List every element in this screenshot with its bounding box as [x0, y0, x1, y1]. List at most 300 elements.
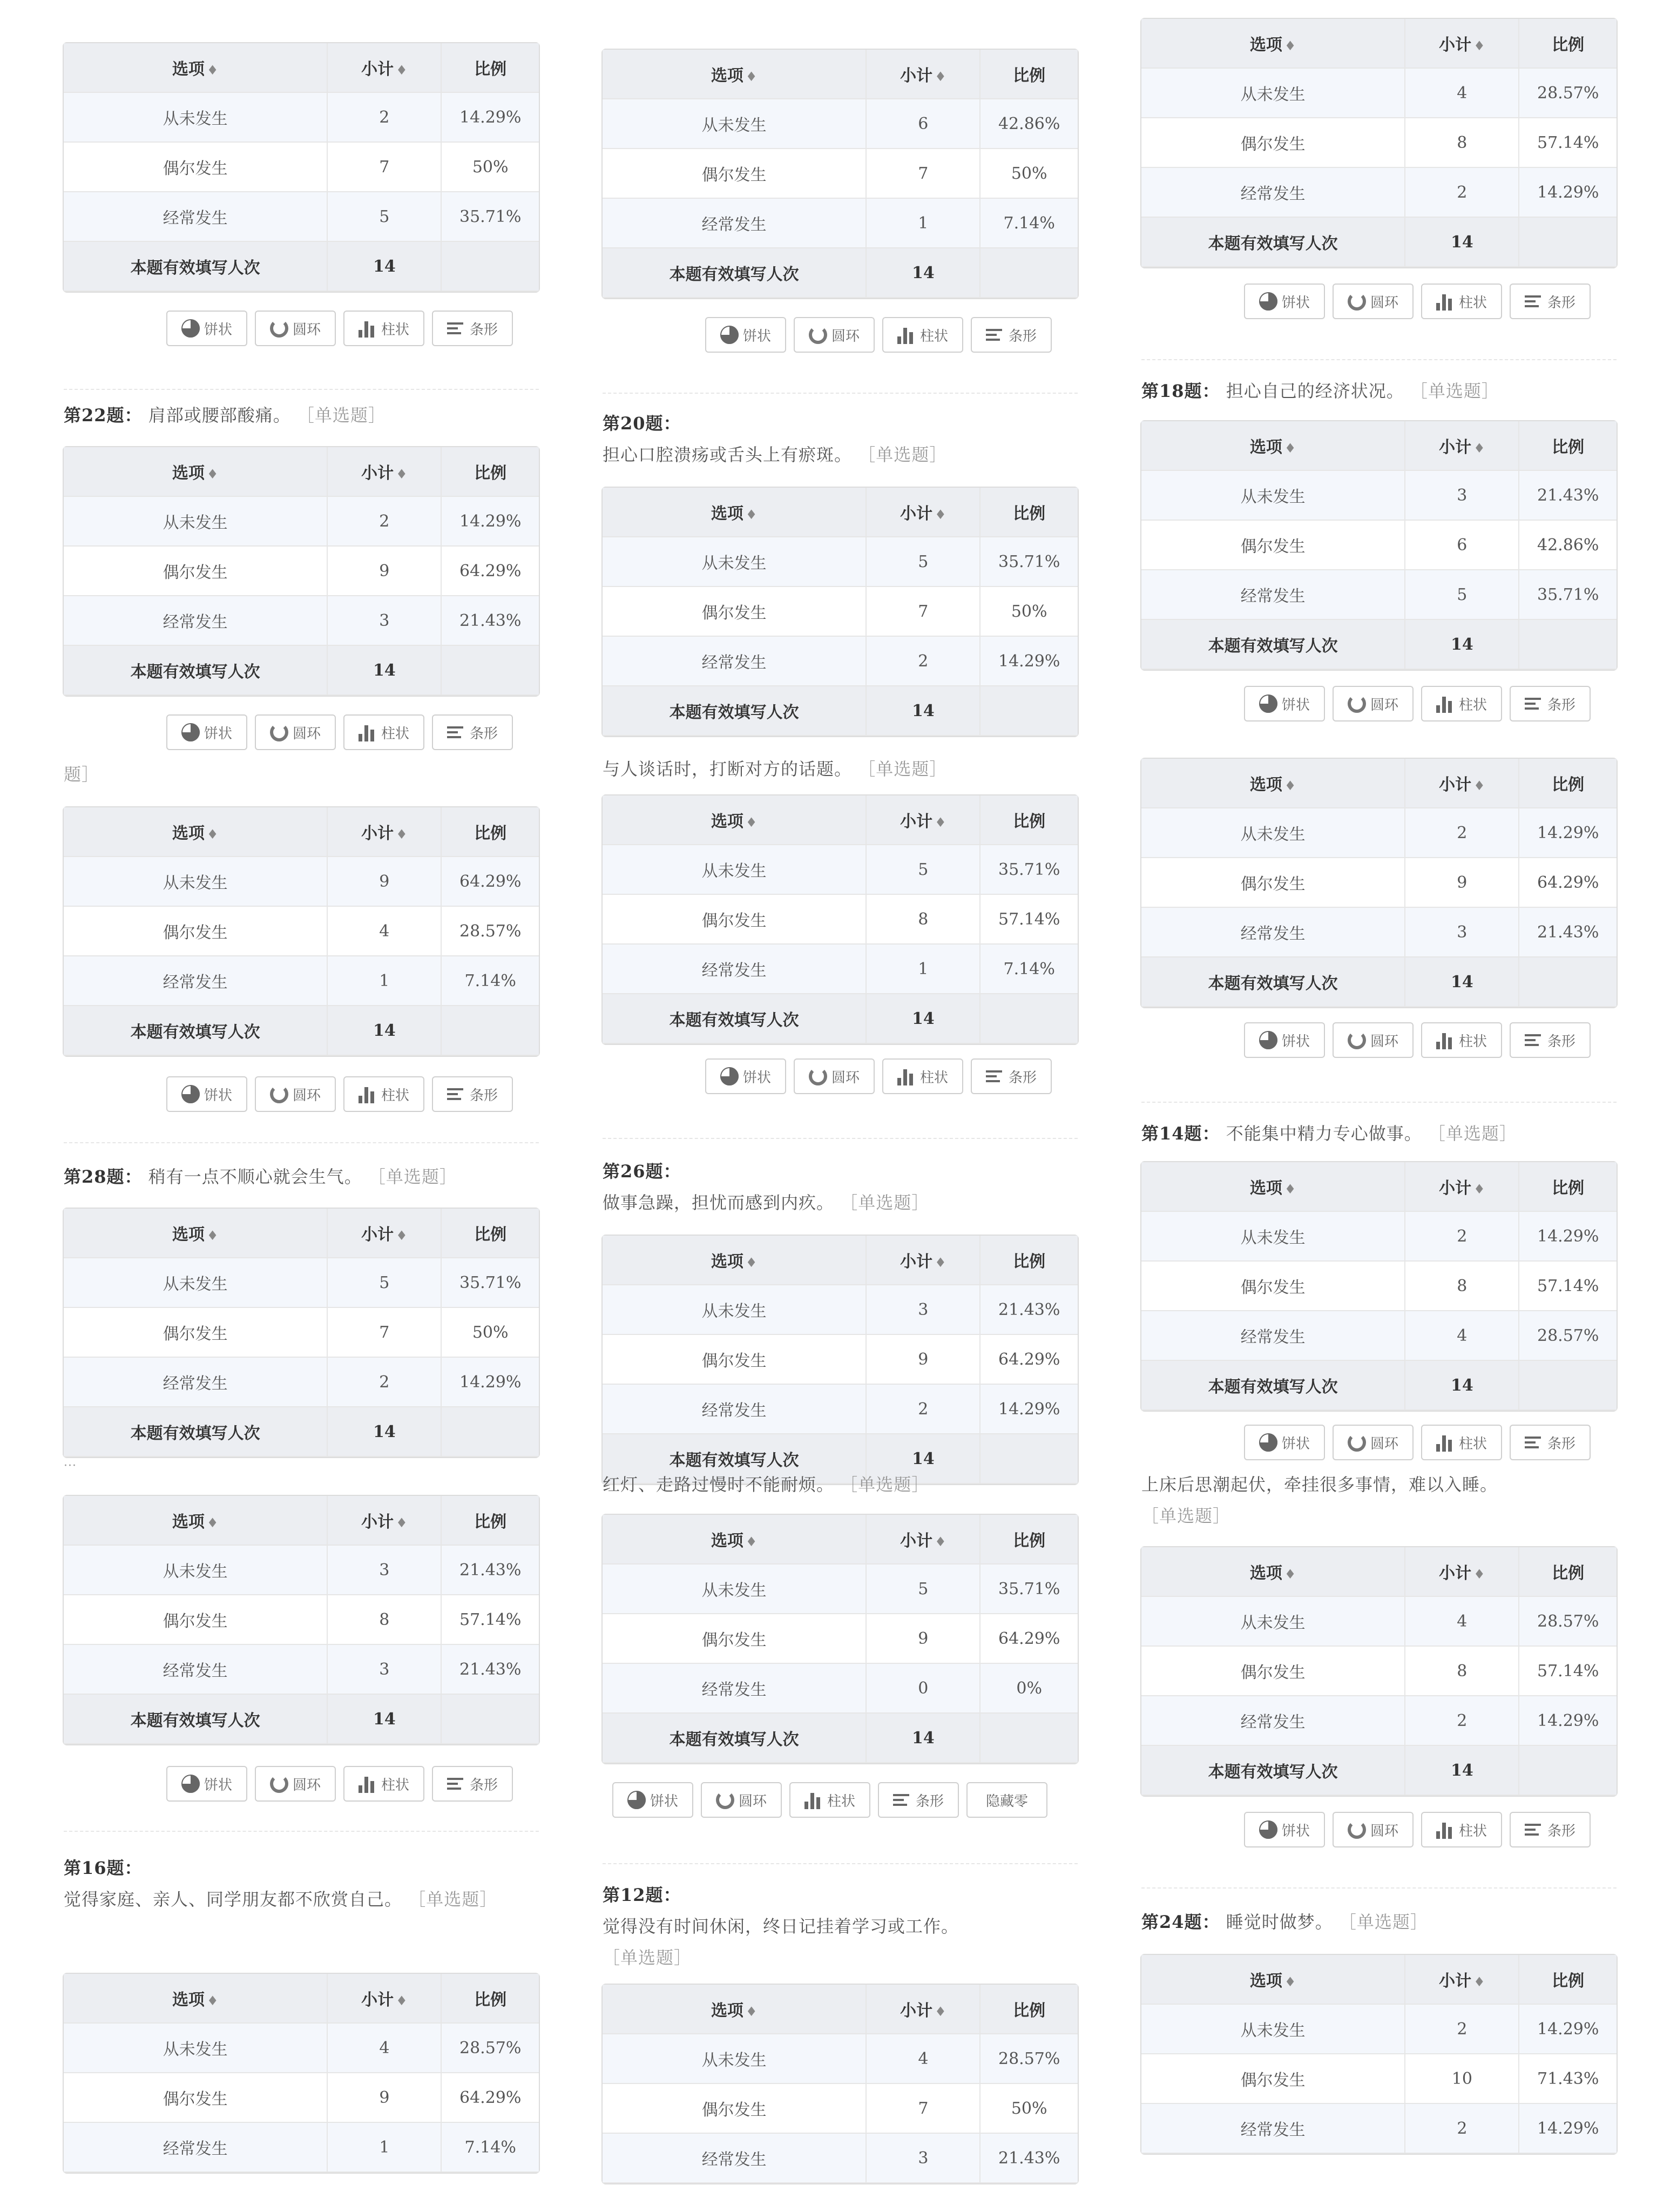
pie-icon [720, 326, 739, 344]
table-row: 偶尔发生 9 64.29% [64, 546, 539, 596]
result-table: 选项 ♦ 小计 ♦ 比例 从未发生 2 14.29% 偶尔发生 9 64.29% 经常发生 3 21.43% 本题有效填写人次 14 [1141, 759, 1617, 1007]
subtotal-header[interactable]: 小计 ♦ [1405, 1162, 1519, 1211]
subtotal-header[interactable]: 小计 ♦ [866, 1236, 980, 1285]
hide-zero-button[interactable]: 隐藏零 [966, 1782, 1047, 1818]
sort-icon: ♦ [1284, 1566, 1296, 1582]
bar-chart-button[interactable]: 柱状 [1421, 686, 1502, 721]
subtotal-header[interactable]: 小计 ♦ [866, 1515, 980, 1564]
column-3 [1141, 0, 1617, 2212]
subtotal-header[interactable]: 小计 ♦ [327, 1974, 441, 2023]
ring-icon [270, 319, 288, 338]
table-row: 偶尔发生 6 42.86% [1141, 520, 1617, 570]
table-row: 从未发生 2 14.29% [1141, 2004, 1617, 2054]
table-row: 经常发生 1 7.14% [603, 944, 1078, 994]
pie-icon [1259, 1433, 1277, 1452]
ring-chart-button[interactable]: 圆环 [255, 714, 336, 750]
subtotal-header[interactable]: 小计 ♦ [327, 447, 441, 496]
sort-icon: ♦ [206, 1228, 219, 1243]
subtotal-header[interactable]: 小计 ♦ [1405, 19, 1519, 68]
pie-icon [1259, 1031, 1277, 1049]
bar-icon [359, 1775, 377, 1793]
chart-buttons [1244, 1812, 1591, 1847]
result-table: 选项 ♦ 小计 ♦ 比例 从未发生 5 35.71% 偶尔发生 9 64.29% 经常发生 0 0% 本题有效填写人次 14 [603, 1515, 1078, 1763]
total-row: 本题有效填写人次 14 [64, 1006, 539, 1055]
hbar-chart-button[interactable]: 条形 [432, 1766, 513, 1802]
hbar-icon [893, 1791, 911, 1809]
table-row: 从未发生 2 14.29% [1141, 808, 1617, 858]
table-row: 偶尔发生 9 64.29% [1141, 858, 1617, 907]
option-header[interactable]: 选项 ♦ [1141, 1162, 1405, 1211]
question-block [64, 400, 539, 742]
result-table: 选项 ♦ 小计 ♦ 比例 从未发生 3 21.43% 偶尔发生 6 42.86% 经常发生 5 35.71% 本题有效填写人次 14 [1141, 421, 1617, 670]
pie-icon [181, 319, 200, 338]
question-block [64, 43, 539, 389]
table-row: 偶尔发生 10 71.43% [1141, 2054, 1617, 2103]
hbar-icon [1525, 292, 1543, 311]
question-block [1141, 1118, 1617, 1453]
result-table: 选项 ♦ 小计 ♦ 比例 从未发生 4 28.57% 偶尔发生 8 57.14% 经常发生 2 14.29% 本题有效填写人次 14 [1141, 19, 1617, 267]
question-kind: ［单选题］ [603, 1947, 692, 1968]
ring-chart-button[interactable]: 圆环 [1333, 686, 1414, 721]
sort-icon: ♦ [1473, 1181, 1485, 1197]
table-row: 从未发生 3 21.43% [603, 1285, 1078, 1334]
hbar-icon [1525, 1820, 1543, 1839]
bar-icon [1436, 1433, 1455, 1452]
table-row: 从未发生 6 42.86% [603, 99, 1078, 149]
bar-icon [359, 1085, 377, 1103]
table-row: 从未发生 9 64.29% [64, 857, 539, 906]
subtotal-header[interactable]: 小计 ♦ [1405, 421, 1519, 470]
pie-icon [627, 1791, 646, 1809]
sort-icon: ♦ [745, 69, 758, 84]
pie-icon [181, 1085, 200, 1103]
table-row: 经常发生 2 14.29% [1141, 1696, 1617, 1745]
pie-chart-button[interactable]: 饼状 [1244, 284, 1325, 319]
column-1 [64, 0, 539, 2212]
result-table: 选项 ♦ 小计 ♦ 比例 从未发生 6 42.86% 偶尔发生 7 50% 经常发生 1 7.14% 本题有效填写人次 14 [603, 50, 1078, 298]
result-table [64, 43, 539, 292]
table-row: 偶尔发生 9 64.29% [603, 1334, 1078, 1384]
option-header[interactable]: 选项 ♦ [1141, 759, 1405, 808]
result-table: 选项 ♦ 小计 ♦ 比例 从未发生 2 14.29% 偶尔发生 8 57.14% 经常发生 4 28.57% 本题有效填写人次 14 [1141, 1162, 1617, 1411]
question-title: 第28题： 稍有一点不顺心就会生气。 ［单选题］ [64, 1166, 457, 1187]
question-block [603, 1156, 1078, 1470]
pie-chart-button[interactable]: 饼状 [166, 1766, 247, 1802]
subtotal-header[interactable]: 小计 ♦ [866, 50, 980, 99]
bar-icon [804, 1791, 823, 1809]
question-title: ··· [64, 1459, 77, 1473]
sort-icon: ♦ [396, 62, 408, 78]
question-block [1141, 36, 1617, 362]
bar-chart-button[interactable]: 柱状 [343, 1076, 424, 1112]
sort-icon: ♦ [1473, 1566, 1485, 1582]
option-header[interactable]: 选项 ♦ [603, 795, 866, 845]
table-row: 经常发生 2 14.29% [1141, 2103, 1617, 2153]
table-row: 偶尔发生 8 57.14% [1141, 1646, 1617, 1696]
total-row: 本题有效填写人次 14 [603, 248, 1078, 298]
question-text: 觉得家庭、亲人、同学朋友都不欣赏自己。 ［单选题］ [64, 1889, 498, 1910]
bar-chart-button[interactable]: 柱状 [343, 1766, 424, 1802]
chart-buttons [1244, 1425, 1591, 1460]
bar-chart-button[interactable]: 柱状 [1421, 1812, 1502, 1847]
table-row: 从未发生 5 35.71% [603, 845, 1078, 894]
bar-icon [359, 319, 377, 338]
table-row: 经常发生 2 14.29% [603, 1384, 1078, 1434]
chart-buttons [705, 317, 1052, 353]
total-row: 本题有效填写人次 14 [603, 686, 1078, 736]
sort-icon: ♦ [935, 1534, 946, 1549]
table-row: 从未发生 4 28.57% [1141, 68, 1617, 118]
ring-chart-button[interactable]: 圆环 [255, 1766, 336, 1802]
hbar-icon [1525, 1031, 1543, 1049]
hbar-icon [447, 723, 465, 741]
hbar-chart-button[interactable]: 条形 [1510, 1425, 1591, 1460]
bar-chart-button[interactable]: 柱状 [1421, 1425, 1502, 1460]
table-row: 偶尔发生 7 50% [603, 586, 1078, 636]
bar-chart-button[interactable]: 柱状 [343, 714, 424, 750]
question-text: 与人谈话时，打断对方的话题。 ［单选题］ [603, 759, 948, 779]
bar-chart-button[interactable]: 柱状 [882, 317, 963, 353]
sort-icon: ♦ [206, 826, 219, 842]
question-block [603, 50, 1078, 395]
question-title: 题］ [64, 764, 100, 785]
total-row: 本题有效填写人次 14 [603, 994, 1078, 1043]
chart-buttons [1244, 1022, 1591, 1058]
ring-chart-button[interactable]: 圆环 [1333, 1022, 1414, 1058]
sort-icon: ♦ [206, 1515, 219, 1530]
chart-buttons [1244, 686, 1591, 721]
subtotal-header[interactable]: 小计 ♦ [866, 795, 980, 845]
question-text: 觉得没有时间休闲，终日记挂着学习或工作。 [603, 1916, 959, 1937]
hbar-chart-button[interactable]: 条形 [1510, 284, 1591, 319]
table-row: 从未发生 4 28.57% [603, 2034, 1078, 2083]
sort-icon: ♦ [206, 62, 219, 78]
sort-icon: ♦ [1473, 1974, 1485, 1990]
table-row: 偶尔发生 8 57.14% [603, 894, 1078, 944]
hbar-chart-button[interactable]: 条形 [1510, 686, 1591, 721]
question-block [64, 1458, 539, 1836]
option-header[interactable]: 选项 ♦ [64, 1209, 327, 1258]
result-table: 选项 ♦ 小计 ♦ 比例 从未发生 5 35.71% 偶尔发生 7 50% 经常发生 2 14.29% 本题有效填写人次 14 [64, 1209, 539, 1457]
sort-icon: ♦ [745, 1255, 758, 1270]
chart-buttons [612, 1782, 1047, 1818]
chart-buttons [1244, 284, 1591, 319]
table-row: 偶尔发生 7 50% [64, 1307, 539, 1357]
table-row: 经常发生 3 21.43% [64, 1644, 539, 1694]
table-row: 经常发生 1 7.14% [64, 2122, 539, 2172]
pie-chart-button[interactable]: 饼状 [1244, 1425, 1325, 1460]
bar-icon [1436, 292, 1455, 311]
result-table: 选项 ♦ 小计 ♦ 比例 从未发生 3 21.43% 偶尔发生 8 57.14% 经常发生 3 21.43% 本题有效填写人次 14 [64, 1496, 539, 1744]
total-row: 本题有效填写人次 14 [64, 645, 539, 695]
question-block [603, 408, 1078, 743]
table-row: 经常发生 3 21.43% [603, 2133, 1078, 2183]
bar-chart-button[interactable]: 柱状 [343, 311, 424, 346]
table-row: 从未发生 3 21.43% [64, 1545, 539, 1595]
table-row: 偶尔发生 4 28.57% [64, 906, 539, 956]
result-table: 选项 ♦ 小计 ♦ 比例 从未发生 5 35.71% 偶尔发生 7 50% 经常发生 2 14.29% 本题有效填写人次 14 [603, 488, 1078, 736]
sort-icon: ♦ [1284, 1181, 1296, 1197]
hbar-icon [1525, 1433, 1543, 1452]
result-table: 选项 ♦ 小计 ♦ 比例 从未发生 4 28.57% 偶尔发生 9 64.29% 经常发生 1 7.14% [64, 1974, 539, 2173]
table-row: 从未发生 2 14.29% [64, 92, 539, 142]
result-table: 选项 ♦ 小计 ♦ 比例 从未发生 4 28.57% 偶尔发生 8 57.14% 经常发生 2 14.29% 本题有效填写人次 14 [1141, 1547, 1617, 1796]
sort-icon: ♦ [935, 507, 946, 522]
bar-icon [897, 326, 916, 344]
option-header[interactable]: 选项 ♦ [603, 50, 866, 99]
pie-chart-button[interactable]: 饼状 [612, 1782, 693, 1818]
sort-icon: ♦ [745, 507, 758, 522]
ring-chart-button[interactable]: 圆环 [794, 317, 875, 353]
option-header[interactable]: 选项 ♦ [603, 1236, 866, 1285]
subtotal-header[interactable]: 小计 ♦ [866, 1985, 980, 2034]
subtotal-header[interactable]: 小计 ♦ [866, 488, 980, 537]
question-block [603, 753, 1078, 1148]
hbar-icon [986, 326, 1004, 344]
table-row: 从未发生 4 28.57% [64, 2023, 539, 2073]
total-row: 本题有效填写人次 14 [1141, 1360, 1617, 1410]
option-header[interactable]: 选项 ♦ [64, 447, 327, 496]
sort-icon: ♦ [1284, 440, 1296, 456]
option-header[interactable]: 选项 ♦ [64, 807, 327, 857]
question-text: 做事急躁，担忧而感到内疚。 ［单选题］ [603, 1192, 930, 1213]
ring-chart-button[interactable]: 圆环 [1333, 1812, 1414, 1847]
sort-icon: ♦ [745, 2004, 758, 2019]
pie-chart-button[interactable]: 饼状 [166, 1076, 247, 1112]
question-title: 第24题： 睡觉时做梦。 ［单选题］ [1141, 1912, 1428, 1932]
sort-icon: ♦ [396, 1993, 408, 2008]
table-row: 经常发生 4 28.57% [1141, 1311, 1617, 1360]
hbar-icon [447, 1775, 465, 1793]
result-table: 选项 ♦ 小计 ♦ 比例 从未发生 2 14.29% 偶尔发生 10 71.43% 经常发生 2 14.29% [1141, 1955, 1617, 2154]
chart-buttons [166, 1766, 513, 1802]
question-block [1141, 1469, 1617, 1890]
result-table: 选项 ♦ 小计 ♦ 比例 从未发生 2 14.29% 偶尔发生 9 64.29% 经常发生 3 21.43% 本题有效填写人次 14 [64, 447, 539, 696]
chart-buttons [705, 1058, 1052, 1094]
question-title: 第12题： [603, 1885, 681, 1905]
option-header[interactable]: 选项 ♦ [1141, 1955, 1405, 2004]
table-row: 偶尔发生 7 50% [64, 142, 539, 192]
hbar-icon [1525, 694, 1543, 713]
table-row: 从未发生 5 35.71% [64, 1258, 539, 1307]
sort-icon: ♦ [396, 826, 408, 842]
sort-icon: ♦ [1284, 1974, 1296, 1990]
option-header[interactable]: 选项 ♦ [603, 488, 866, 537]
question-block [1141, 759, 1617, 1110]
subtotal-header[interactable]: 小计 ♦ [1405, 759, 1519, 808]
table-row: 经常发生 5 35.71% [1141, 570, 1617, 619]
question-text: 红灯、走路过慢时不能耐烦。 ［单选题］ [603, 1474, 930, 1495]
total-row: 本题有效填写人次 14 [64, 241, 539, 291]
sort-icon: ♦ [396, 466, 408, 482]
pie-chart-button[interactable]: 饼状 [705, 317, 786, 353]
sort-icon: ♦ [396, 1228, 408, 1243]
result-table: 选项 ♦ 小计 ♦ 比例 从未发生 4 28.57% 偶尔发生 7 50% 经常发生 3 21.43% [603, 1985, 1078, 2183]
table-row: 经常发生 3 21.43% [1141, 907, 1617, 957]
table-row: 经常发生 1 7.14% [64, 956, 539, 1006]
result-table: 选项 ♦ 小计 ♦ 比例 从未发生 9 64.29% 偶尔发生 4 28.57% 经常发生 1 7.14% 本题有效填写人次 14 [64, 807, 539, 1056]
option-header[interactable]: 选项 ♦ [603, 1515, 866, 1564]
table-row: 经常发生 1 7.14% [603, 198, 1078, 248]
sort-icon: ♦ [935, 1255, 946, 1270]
option-header[interactable]: 选项 ♦ [64, 1974, 327, 2023]
chart-buttons [166, 1076, 513, 1112]
subtotal-header[interactable]: 小计 ♦ [327, 807, 441, 857]
total-row: 本题有效填写人次 14 [64, 1407, 539, 1456]
sort-icon: ♦ [1284, 778, 1296, 793]
sort-icon: ♦ [745, 814, 758, 830]
pie-chart-button[interactable]: 饼状 [1244, 686, 1325, 721]
subtotal-header[interactable]: 小计 ♦ [327, 43, 441, 92]
table-row: 经常发生 3 21.43% [64, 596, 539, 645]
bar-chart-button[interactable]: 柱状 [1421, 284, 1502, 319]
bar-icon [1436, 694, 1455, 713]
table-row: 偶尔发生 7 50% [603, 149, 1078, 198]
subtotal-header[interactable]: 小计 ♦ [327, 1496, 441, 1545]
chart-buttons [166, 714, 513, 750]
question-block [603, 1863, 1078, 2176]
question-block [64, 1852, 539, 2176]
table-row: 偶尔发生 8 57.14% [1141, 118, 1617, 167]
total-row: 本题有效填写人次 14 [1141, 957, 1617, 1007]
pie-icon [720, 1067, 739, 1085]
option-header[interactable]: 选项 ♦ [64, 43, 327, 92]
question-block [1141, 1906, 1617, 2176]
pie-icon [1259, 1820, 1277, 1839]
option-header[interactable]: 选项 ♦ [1141, 421, 1405, 470]
option-header[interactable]: 选项 ♦ [603, 1985, 866, 2034]
sort-icon: ♦ [1473, 38, 1485, 53]
hbar-icon [986, 1067, 1004, 1085]
sort-icon: ♦ [1473, 440, 1485, 456]
bar-icon [359, 723, 377, 741]
hbar-chart-button[interactable]: 条形 [432, 311, 513, 346]
option-header[interactable]: 选项 ♦ [1141, 19, 1405, 68]
subtotal-header[interactable]: 小计 ♦ [1405, 1547, 1519, 1596]
bar-chart-button[interactable]: 柱状 [882, 1058, 963, 1094]
ratio-header: 比例 [441, 43, 539, 92]
ring-icon [270, 1775, 288, 1793]
table-row: 从未发生 2 14.29% [64, 496, 539, 546]
chart-buttons [166, 311, 513, 346]
ring-icon [270, 723, 288, 741]
table-row: 从未发生 5 35.71% [603, 1564, 1078, 1614]
table-row: 经常发生 2 14.29% [1141, 167, 1617, 217]
pie-chart-button[interactable]: 饼状 [166, 311, 247, 346]
question-block [603, 1469, 1078, 1842]
option-header[interactable]: 选项 ♦ [64, 1496, 327, 1545]
question-title: 第16题： [64, 1858, 143, 1878]
pie-icon [1259, 292, 1277, 311]
pie-chart-button[interactable]: 饼状 [166, 714, 247, 750]
bar-chart-button[interactable]: 柱状 [1421, 1022, 1502, 1058]
sort-icon: ♦ [745, 1534, 758, 1549]
ring-icon [1348, 1031, 1366, 1049]
sort-icon: ♦ [1284, 38, 1296, 53]
ring-chart-button[interactable]: 圆环 [701, 1782, 782, 1818]
table-row: 偶尔发生 8 57.14% [64, 1595, 539, 1644]
pie-chart-button[interactable]: 饼状 [705, 1058, 786, 1094]
ring-chart-button[interactable]: 圆环 [255, 311, 336, 346]
ring-icon [809, 1067, 827, 1085]
bar-chart-button[interactable]: 柱状 [789, 1782, 870, 1818]
sort-icon: ♦ [396, 1515, 408, 1530]
table-row: 从未发生 3 21.43% [1141, 470, 1617, 520]
question-kind: ［单选题］ [1141, 1506, 1231, 1526]
total-row: 本题有效填写人次 14 [1141, 619, 1617, 669]
table-row: 偶尔发生 9 64.29% [64, 2073, 539, 2122]
ring-chart-button[interactable]: 圆环 [1333, 1425, 1414, 1460]
question-title: 第20题： [603, 413, 681, 434]
subtotal-header[interactable]: 小计 ♦ [1405, 1955, 1519, 2004]
hbar-chart-button[interactable]: 条形 [1510, 1812, 1591, 1847]
pie-chart-button[interactable]: 饼状 [1244, 1812, 1325, 1847]
option-header[interactable]: 选项 ♦ [1141, 1547, 1405, 1596]
pie-icon [181, 723, 200, 741]
question-text: 上床后思潮起伏，牵挂很多事情，难以入睡。 [1141, 1474, 1498, 1495]
bar-icon [1436, 1031, 1455, 1049]
sort-icon: ♦ [1473, 778, 1485, 793]
table-row: 从未发生 5 35.71% [603, 537, 1078, 586]
ring-chart-button[interactable]: 圆环 [1333, 284, 1414, 319]
table-row: 偶尔发生 8 57.14% [1141, 1261, 1617, 1311]
pie-chart-button[interactable]: 饼状 [1244, 1022, 1325, 1058]
table-row: 偶尔发生 9 64.29% [603, 1614, 1078, 1663]
hbar-chart-button[interactable]: 条形 [971, 1058, 1052, 1094]
hbar-chart-button[interactable]: 条形 [971, 317, 1052, 353]
table-row: 从未发生 2 14.29% [1141, 1211, 1617, 1261]
hbar-chart-button[interactable]: 条形 [878, 1782, 959, 1818]
pie-icon [181, 1775, 200, 1793]
bar-icon [1436, 1820, 1455, 1839]
sort-icon: ♦ [935, 69, 946, 84]
result-table: 选项 ♦ 小计 ♦ 比例 从未发生 3 21.43% 偶尔发生 9 64.29% 经常发生 2 14.29% 本题有效填写人次 14 [603, 1236, 1078, 1484]
sort-icon: ♦ [935, 2004, 946, 2019]
ring-chart-button[interactable]: 圆环 [794, 1058, 875, 1094]
table-row: 经常发生 2 14.29% [603, 636, 1078, 686]
total-row: 本题有效填写人次 14 [1141, 1745, 1617, 1795]
table-row: 经常发生 0 0% [603, 1663, 1078, 1713]
hbar-chart-button[interactable]: 条形 [432, 1076, 513, 1112]
ring-icon [1348, 694, 1366, 713]
subtotal-header[interactable]: 小计 ♦ [327, 1209, 441, 1258]
question-title: 第22题： 肩部或腰部酸痛。 ［单选题］ [64, 405, 386, 426]
total-row: 本题有效填写人次 14 [1141, 217, 1617, 267]
ring-icon [716, 1791, 734, 1809]
sort-icon: ♦ [206, 1993, 219, 2008]
hbar-chart-button[interactable]: 条形 [432, 714, 513, 750]
result-table: 选项 ♦ 小计 ♦ 比例 从未发生 5 35.71% 偶尔发生 8 57.14% 经常发生 1 7.14% 本题有效填写人次 14 [603, 795, 1078, 1044]
table-row: 偶尔发生 7 50% [603, 2083, 1078, 2133]
ring-icon [809, 326, 827, 344]
question-title: 第14题： 不能集中精力专心做事。 ［单选题］ [1141, 1123, 1517, 1144]
question-title: 第18题： 担心自己的经济状况。 ［单选题］ [1141, 381, 1499, 401]
table-row: 经常发生 2 14.29% [64, 1357, 539, 1407]
column-2 [603, 0, 1078, 2212]
ring-chart-button[interactable]: 圆环 [255, 1076, 336, 1112]
total-row: 本题有效填写人次 14 [603, 1713, 1078, 1763]
sort-icon: ♦ [206, 466, 219, 482]
bar-icon [897, 1067, 916, 1085]
ring-icon [1348, 292, 1366, 311]
pie-icon [1259, 694, 1277, 713]
question-block [1141, 375, 1617, 726]
hbar-chart-button[interactable]: 条形 [1510, 1022, 1591, 1058]
hbar-icon [447, 319, 465, 338]
question-block [64, 1161, 539, 1447]
total-row: 本题有效填写人次 14 [64, 1694, 539, 1744]
ring-icon [1348, 1433, 1366, 1452]
